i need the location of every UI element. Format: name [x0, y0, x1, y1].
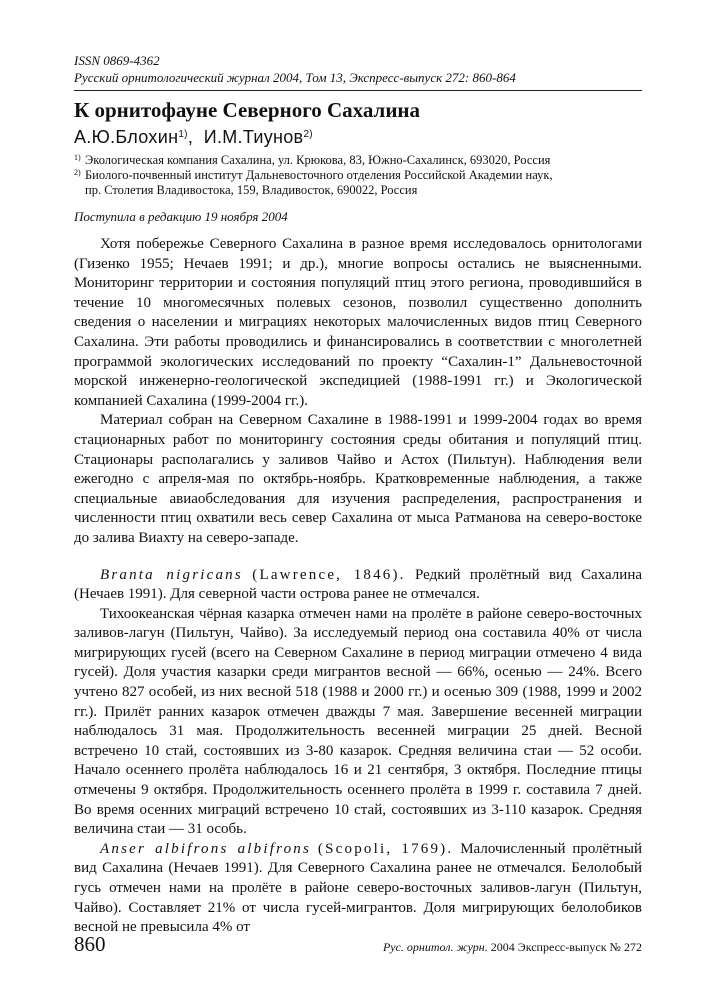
author-2: И.М.Тиунов	[203, 127, 304, 147]
affiliation-text: Биолого-почвенный институт Дальневосточного отделения Российской Академии наук,	[85, 168, 553, 182]
species-paragraph	[74, 840, 642, 938]
authors: А.Ю.Блохин$^{1)}$, И.М.Тиунов$^{2)}$	[74, 127, 313, 147]
affiliation-mark: 1)	[74, 153, 81, 162]
species-paragraph	[74, 566, 642, 605]
species-name: Anser albifrons albifrons	[100, 840, 312, 857]
page-footer	[74, 932, 642, 957]
paragraph: Хотя побережье Северного Сахалина в разное время исследовалось орнитологами (Гизенко 1955; Нечаев 1991; и др.), многие вопросы остались не выясненными. Мониторинг территории и состояния популяций птиц этого региона, проводившийся в течение 10 многомесячных полевых сезонов, позволил существенно дополнить сведения о населении и миграциях некоторых малочисленных видов птиц Северного Сахалина. Эти работы проводились и финансировались в соответствии с многолетней программой экологических исследований по проекту “Сахалин-1” Дальневосточной морской инженерно-геологической экспедицией (1988-1991 гг.) и Экологической компанией Сахалина (1999-2004 гг.).	[74, 236, 642, 409]
species-name: Branta nigricans	[100, 566, 243, 583]
species-text: Малочисленный пролётный вид Сахалина (Нечаев 1991). Для Северного Сахалина ранее не отмечался. Белолобый гусь отмечен нами на пролёте в районе северо-восточных заливов-лагун (Пильтун, Чайво). Составляет 21% от числа гусей-мигрантов. Доля мигрирующих белолобиков весной не превысила 4% от	[74, 840, 643, 936]
author-2-mark: 2)	[303, 129, 313, 140]
affiliation-mark: 2)	[74, 168, 81, 177]
article-title: К орнитофауне Северного Сахалина	[74, 98, 421, 122]
page	[74, 52, 642, 938]
species-text: Редкий пролётный вид Сахалина (Нечаев 1991). Для северной части острова ранее не отмечался.	[74, 566, 643, 603]
journal-citation: Русский орнитологический журнал 2004, Том 13, Экспресс-выпуск 272: 860-864	[74, 70, 516, 85]
received-date: Поступила в редакцию 19 ноября 2004	[74, 209, 288, 224]
footer-issue: 2004 Экспресс-выпуск № 272	[487, 940, 642, 954]
affiliation-text-line2: пр. Столетия Владивостока, 159, Владивосток, 690022, Россия	[85, 183, 418, 197]
page-number: 860	[74, 932, 106, 956]
affiliation-2	[74, 168, 642, 198]
issn: ISSN 0869-4362	[74, 53, 160, 68]
footer-citation	[383, 940, 642, 955]
species-author: (Lawrence, 1846).	[252, 566, 406, 583]
species-author: (Scopoli, 1769).	[317, 840, 454, 857]
paragraph: Материал собран на Северном Сахалине в 1988-1991 и 1999-2004 годах во время стационарных работ по мониторингу состояния среды обитания и популяций птиц. Стационары располагались у заливов Чайво и Астох (Пильтун). Наблюдения вели ежегодно с апреля-мая по октябрь-ноябрь. Кратковременные наблюдения, а также специальные авиаобследования для изучения распределения, распространения и численности птиц охватили весь север Сахалина от мыса Ратманова на северо-востоке до залива Виахту на северо-западе.	[74, 412, 642, 546]
affiliation-1	[74, 153, 642, 168]
header-rule	[74, 90, 642, 91]
affiliation-text: Экологическая компания Сахалина, ул. Крюкова, 83, Южно-Сахалинск, 693020, Россия	[85, 153, 551, 167]
article-body	[74, 235, 642, 938]
author-1: А.Ю.Блохин	[74, 127, 179, 147]
paragraph: Тихоокеанская чёрная казарка отмечен нами на пролёте в районе северо-восточных заливов-лагун (Пильтун, Чайво). За исследуемый период она составила 40% от числа мигрирующих гусей (всего на Северном Сахалине в период миграции отмечено 4 вида гусей). Доля участия казарки среди мигрантов весной — 66%, осенью — 24%. Всего учтено 827 особей, из них весной 518 (1988 и 2000 гг.) и осенью 309 (1988, 1999 и 2002 гг.). Прилёт ранних казарок отмечен дважды 7 мая. Завершение весенней миграции наблюдалось 31 мая. Продолжительность весенней миграции 25 дней. Весной встречено 10 стай, состоявших из 3-80 казарок. Средняя величина стаи — 52 особи. Начало осеннего пролёта наблюдалось 16 и 21 сентября, 3 октября. Последние птицы отмечены 9 октября. Продолжительность осеннего пролёта в 1999 г. составила 7 дней. Во время осенних миграций встречено 10 стай, состоявших из 3-110 казарок. Средняя величина стаи — 31 особь.	[74, 605, 642, 838]
author-1-mark: 1)	[178, 129, 188, 140]
footer-journal-abbr: Рус. орнитол. журн.	[382, 940, 488, 954]
